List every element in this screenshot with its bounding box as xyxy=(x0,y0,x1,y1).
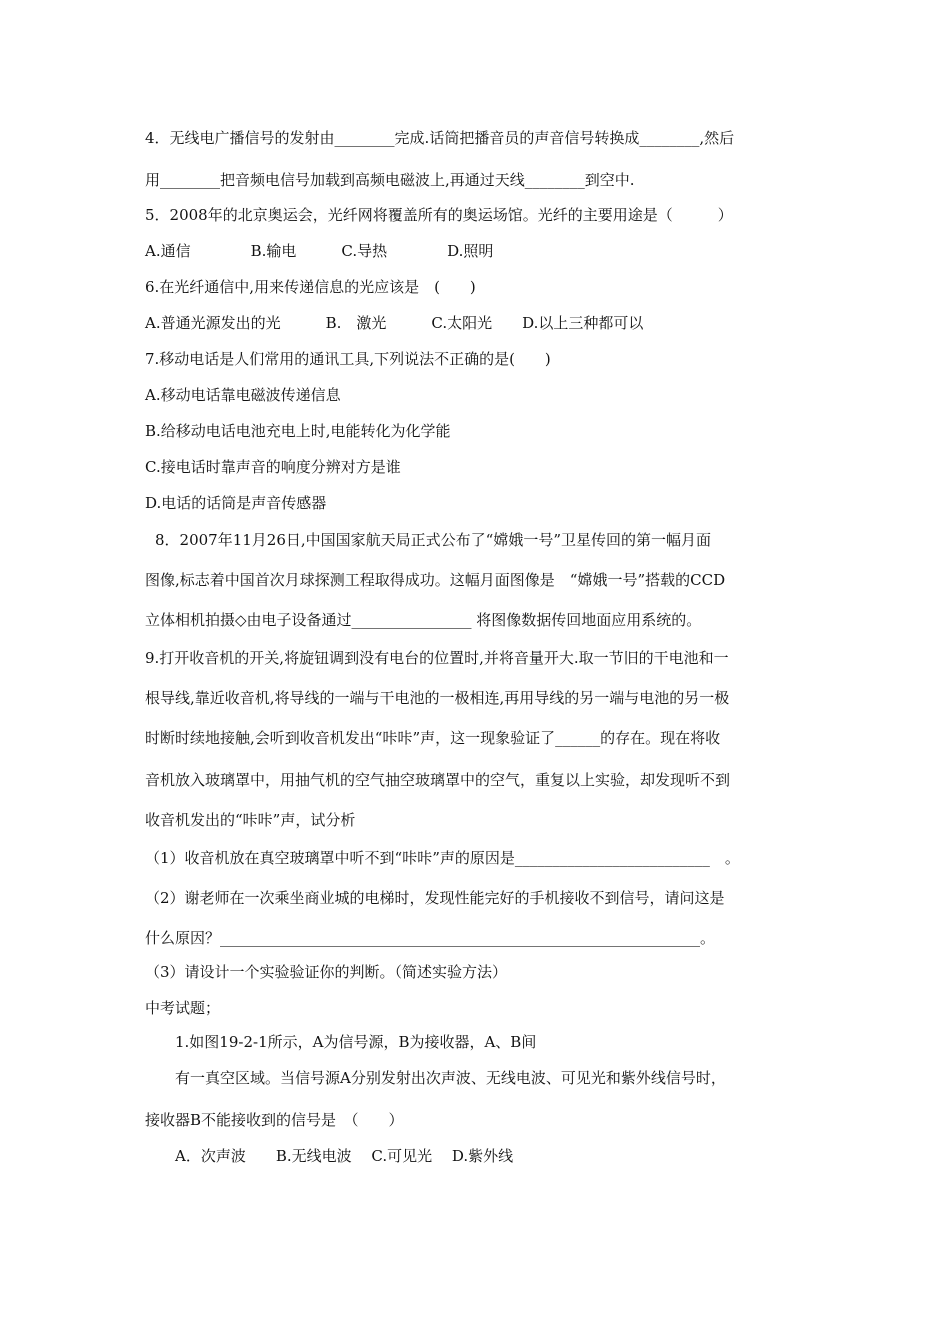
q7-option-b: B.给移动电话电池充电上时,电能转化为化学能 xyxy=(145,422,451,440)
q8-line-2: 图像,标志着中国首次月球探测工程取得成功。这幅月面图像是 “嫦娥一号”搭载的CCD xyxy=(145,571,726,589)
q9-part-3: （3）请设计一个实验验证你的判断。（简述实验方法） xyxy=(145,963,508,981)
q6-options: A.普通光源发出的光 B. 激光 C.太阳光 D.以上三种都可以 xyxy=(145,314,644,332)
exam-q1-line-2: 有一真空区域。当信号源A分别发射出次声波、无线电波、可见光和紫外线信号时， xyxy=(175,1069,726,1087)
q7-option-c: C.接电话时靠声音的响度分辨对方是谁 xyxy=(145,458,401,476)
exam-section-heading: 中考试题； xyxy=(145,999,221,1017)
q9-line-4: 音机放入玻璃罩中，用抽气机的空气抽空玻璃罩中的空气，重复以上实验，却发现听不到 xyxy=(145,771,731,789)
q9-line-2: 根导线,靠近收音机,将导线的一端与干电池的一极相连,再用导线的另一端与电池的另一极 xyxy=(145,689,730,707)
q9-part-2-line-2: 什么原因？________________________________________________________________。 xyxy=(145,929,716,947)
q7-option-d: D.电话的话筒是声音传感器 xyxy=(145,494,327,512)
q9-line-5: 收音机发出的“咔咔”声，试分析 xyxy=(145,811,356,829)
q9-line-1: 9.打开收音机的开关,将旋钮调到没有电台的位置时,并将音量开大.取一节旧的干电池和一 xyxy=(145,649,729,667)
q7-stem: 7.移动电话是人们常用的通讯工具,下列说法不正确的是( ) xyxy=(145,350,551,368)
q4-line-2: 用________把音频电信号加载到高频电磁波上,再通过天线________到空中. xyxy=(145,171,635,189)
q7-option-a: A.移动电话靠电磁波传递信息 xyxy=(145,386,341,404)
exam-q1-line-1: 1.如图19-2-1所示，A为信号源，B为接收器，A、B间 xyxy=(175,1033,537,1051)
q9-part-2-line-1: （2）谢老师在一次乘坐商业城的电梯时，发现性能完好的手机接收不到信号，请问这是 xyxy=(145,889,725,907)
q9-line-3: 时断时续地接触,会听到收音机发出“咔咔”声，这一现象验证了______的存在。现在将收 xyxy=(145,729,721,747)
q5-options: A.通信 B.输电 C.导热 D.照明 xyxy=(145,242,494,260)
q8-line-3: 立体相机拍摄◇由电子设备通过________________ 将图像数据传回地面应用系统的。 xyxy=(145,611,702,629)
q9-part-1: （1）收音机放在真空玻璃罩中听不到“咔咔”声的原因是__________________________ 。 xyxy=(145,849,740,867)
q8-line-1: 8．2007年11月26日,中国国家航天局正式公布了“嫦娥一号”卫星传回的第一幅月面 xyxy=(155,531,711,549)
exam-q1-options: A．次声波 B.无线电波 C.可见光 D.紫外线 xyxy=(175,1147,514,1165)
q6-stem: 6.在光纤通信中,用来传递信息的光应该是 ( ) xyxy=(145,278,476,296)
exam-q1-line-3: 接收器B不能接收到的信号是 （ ） xyxy=(145,1111,404,1129)
q5-stem: 5．2008年的北京奥运会，光纤网将覆盖所有的奥运场馆。光纤的主要用途是（ ） xyxy=(145,206,733,224)
q4-line-1: 4．无线电广播信号的发射由________完成.话筒把播音员的声音信号转换成________,然后 xyxy=(145,129,735,147)
